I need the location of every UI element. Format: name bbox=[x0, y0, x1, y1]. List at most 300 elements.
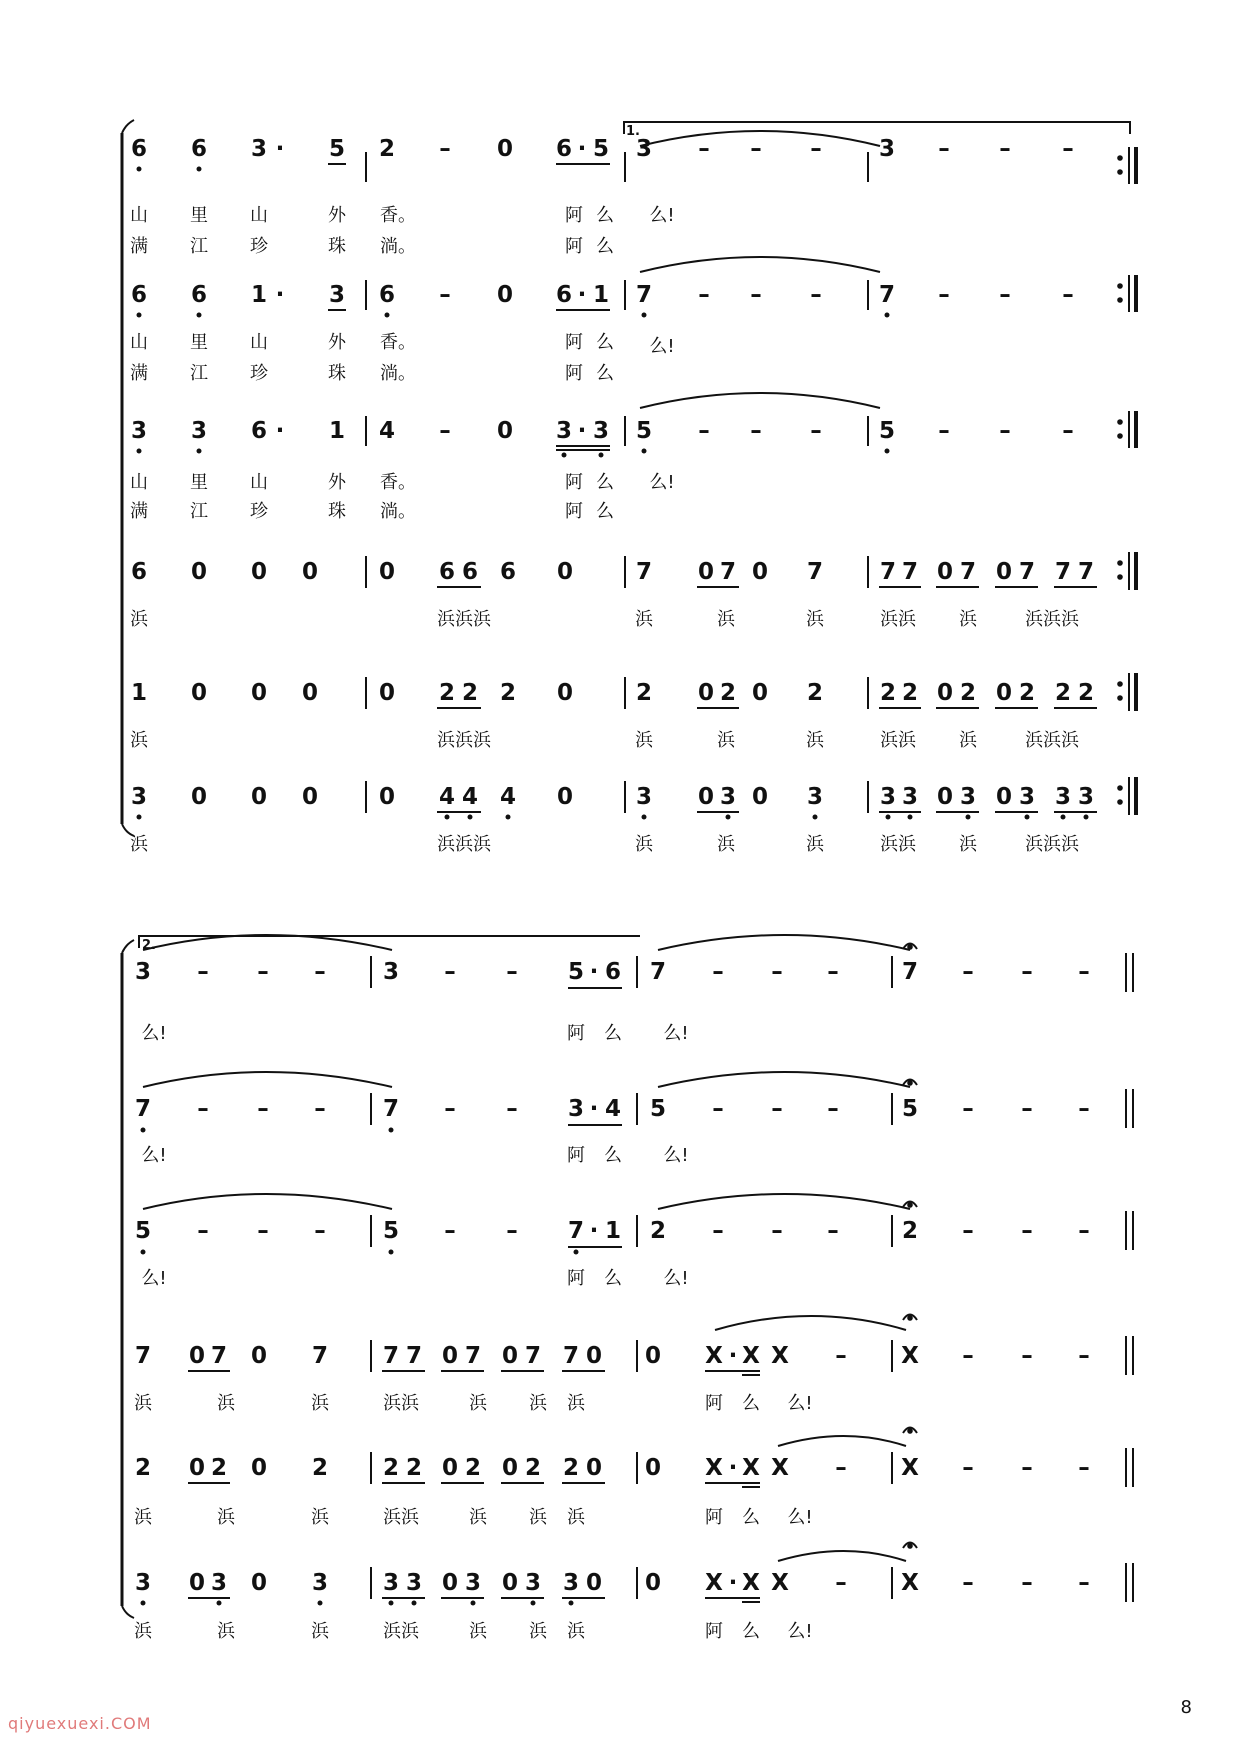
note: 7 bbox=[878, 282, 895, 308]
note: 6 bbox=[438, 559, 455, 585]
note: 0 bbox=[441, 1343, 458, 1369]
lyric: 浜 bbox=[635, 730, 653, 751]
note: 0 bbox=[190, 784, 207, 810]
note-dot: · bbox=[275, 418, 285, 444]
note: 5 bbox=[901, 1096, 918, 1122]
lyric: 浜 bbox=[134, 1507, 152, 1528]
dash: – bbox=[938, 136, 950, 162]
note: 7 bbox=[567, 1218, 584, 1244]
lyric: 山 bbox=[250, 332, 268, 353]
dash: – bbox=[962, 959, 974, 985]
note: 3 bbox=[328, 282, 345, 308]
lyric: 山 bbox=[130, 332, 148, 353]
lyric: 浜 bbox=[717, 609, 735, 630]
note: 3 bbox=[382, 959, 399, 985]
lyric: 浜 bbox=[311, 1393, 329, 1414]
lyric: 香。 bbox=[380, 332, 416, 353]
note: 3 bbox=[1018, 784, 1035, 810]
note: 0 bbox=[751, 680, 768, 706]
note: 7 bbox=[562, 1343, 579, 1369]
watermark: qiyuexuexi.COM bbox=[8, 1714, 152, 1733]
lyric: 么! bbox=[141, 1268, 167, 1289]
note: 2 bbox=[649, 1218, 666, 1244]
note: 0 bbox=[697, 680, 714, 706]
note: 0 bbox=[644, 1570, 661, 1596]
note: 0 bbox=[585, 1343, 602, 1369]
dash: – bbox=[962, 1455, 974, 1481]
note: 3 bbox=[190, 418, 207, 444]
note: 2 bbox=[438, 680, 455, 706]
note: 0 bbox=[250, 1343, 267, 1369]
note: 7 bbox=[464, 1343, 481, 1369]
note: 3 bbox=[210, 1570, 227, 1596]
lyric: 么 bbox=[596, 472, 614, 493]
lyric: 么! bbox=[787, 1393, 813, 1414]
note: 3 bbox=[806, 784, 823, 810]
note: 0 bbox=[301, 559, 318, 585]
note: 7 bbox=[649, 959, 666, 985]
lyric: 满 bbox=[130, 236, 148, 257]
note: 7 bbox=[134, 1096, 151, 1122]
note: X bbox=[901, 1343, 919, 1369]
dash: – bbox=[827, 959, 839, 985]
lyric: 里 bbox=[190, 332, 208, 353]
note: 3 bbox=[555, 418, 572, 444]
lyric: 珍 bbox=[250, 363, 268, 384]
dash: – bbox=[938, 282, 950, 308]
dash: – bbox=[444, 959, 456, 985]
note: 0 bbox=[501, 1455, 518, 1481]
dash: – bbox=[1021, 959, 1033, 985]
dash: – bbox=[750, 418, 762, 444]
note: 0 bbox=[190, 559, 207, 585]
note: 2 bbox=[499, 680, 516, 706]
note: 3 bbox=[134, 959, 151, 985]
note: 3 bbox=[879, 784, 896, 810]
lyric: 浜浜浜 bbox=[1025, 609, 1079, 630]
lyric: 浜 bbox=[717, 730, 735, 751]
lyric: 么 bbox=[596, 236, 614, 257]
lyric: 阿 bbox=[705, 1393, 723, 1414]
dash: – bbox=[827, 1096, 839, 1122]
dash: – bbox=[698, 282, 710, 308]
lyric: 阿 bbox=[565, 236, 583, 257]
note: 4 bbox=[461, 784, 478, 810]
lyric: 浜 bbox=[130, 834, 148, 855]
note: 7 bbox=[959, 559, 976, 585]
note: 4 bbox=[604, 1096, 621, 1122]
note: 0 bbox=[644, 1343, 661, 1369]
dash: – bbox=[1021, 1455, 1033, 1481]
note: 2 bbox=[635, 680, 652, 706]
lyric: 么 bbox=[742, 1507, 760, 1528]
lyric: 浜 bbox=[130, 730, 148, 751]
note: 7 bbox=[382, 1343, 399, 1369]
note: 3 bbox=[562, 1570, 579, 1596]
note: 7 bbox=[806, 559, 823, 585]
ending-label-2: 2. bbox=[142, 938, 156, 953]
note: 0 bbox=[585, 1455, 602, 1481]
note-dot: · bbox=[577, 418, 587, 444]
lyric: 么 bbox=[596, 501, 614, 522]
note: 2 bbox=[378, 136, 395, 162]
dash: – bbox=[771, 1218, 783, 1244]
ending-label-1: 1. bbox=[626, 124, 640, 139]
note: 5 bbox=[382, 1218, 399, 1244]
lyric: 淌。 bbox=[380, 501, 416, 522]
note: 5 bbox=[134, 1218, 151, 1244]
lyric: 阿 bbox=[565, 363, 583, 384]
dash: – bbox=[257, 1096, 269, 1122]
dash: – bbox=[1021, 1343, 1033, 1369]
lyric: 阿 bbox=[565, 205, 583, 226]
dash: – bbox=[750, 282, 762, 308]
lyric: 外 bbox=[328, 472, 346, 493]
lyric: 珠 bbox=[328, 363, 346, 384]
lyric: 山 bbox=[250, 472, 268, 493]
note: 2 bbox=[719, 680, 736, 706]
note: 7 bbox=[1077, 559, 1094, 585]
note-dot: · bbox=[728, 1455, 738, 1481]
lyric: 浜 bbox=[469, 1393, 487, 1414]
note: 5 bbox=[592, 136, 609, 162]
note: 7 bbox=[879, 559, 896, 585]
dash: – bbox=[999, 282, 1011, 308]
dash: – bbox=[810, 418, 822, 444]
lyric: 浜 bbox=[567, 1507, 585, 1528]
note-dot: · bbox=[577, 136, 587, 162]
note: 7 bbox=[719, 559, 736, 585]
note: 7 bbox=[210, 1343, 227, 1369]
note: 0 bbox=[995, 784, 1012, 810]
note: 1 bbox=[592, 282, 609, 308]
dash: – bbox=[439, 418, 451, 444]
dash: – bbox=[698, 418, 710, 444]
dash: – bbox=[1078, 1570, 1090, 1596]
note: 0 bbox=[188, 1455, 205, 1481]
lyric: 江 bbox=[190, 501, 208, 522]
lyric: 山 bbox=[130, 205, 148, 226]
lyric: 浜 bbox=[217, 1507, 235, 1528]
note: 2 bbox=[210, 1455, 227, 1481]
note: 0 bbox=[556, 784, 573, 810]
note: 3 bbox=[464, 1570, 481, 1596]
note: 0 bbox=[378, 680, 395, 706]
note: 6 bbox=[250, 418, 267, 444]
dash: – bbox=[810, 282, 822, 308]
dash: – bbox=[1021, 1218, 1033, 1244]
dash: – bbox=[257, 959, 269, 985]
lyric: 浜 bbox=[529, 1393, 547, 1414]
dash: – bbox=[962, 1096, 974, 1122]
lyric: 浜 bbox=[134, 1621, 152, 1642]
note: 5 bbox=[328, 136, 345, 162]
note: 2 bbox=[1018, 680, 1035, 706]
note: 5 bbox=[878, 418, 895, 444]
note: 3 bbox=[130, 784, 147, 810]
lyric: 外 bbox=[328, 205, 346, 226]
dash: – bbox=[827, 1218, 839, 1244]
note: 2 bbox=[405, 1455, 422, 1481]
dash: – bbox=[1078, 959, 1090, 985]
dash: – bbox=[314, 1218, 326, 1244]
note: 7 bbox=[524, 1343, 541, 1369]
lyric: 阿 bbox=[705, 1507, 723, 1528]
lyric: 浜 bbox=[806, 730, 824, 751]
note: 3 bbox=[635, 784, 652, 810]
lyric: 浜浜 bbox=[383, 1507, 419, 1528]
lyric: 么! bbox=[141, 1023, 167, 1044]
note: 0 bbox=[378, 784, 395, 810]
note: 2 bbox=[311, 1455, 328, 1481]
note: 3 bbox=[524, 1570, 541, 1596]
note: 3 bbox=[567, 1096, 584, 1122]
lyric: 阿 bbox=[565, 332, 583, 353]
lyric: 浜浜 bbox=[383, 1393, 419, 1414]
note: 7 bbox=[901, 959, 918, 985]
dash: – bbox=[1078, 1455, 1090, 1481]
lyric: 么! bbox=[141, 1145, 167, 1166]
note-dot: · bbox=[589, 1218, 599, 1244]
note: X bbox=[901, 1455, 919, 1481]
dash: – bbox=[835, 1343, 847, 1369]
dash: – bbox=[314, 959, 326, 985]
lyric: 浜浜浜 bbox=[1025, 730, 1079, 751]
lyric: 么! bbox=[663, 1023, 689, 1044]
note: 6 bbox=[461, 559, 478, 585]
note: X bbox=[705, 1343, 723, 1369]
note: 3 bbox=[405, 1570, 422, 1596]
note: 0 bbox=[496, 136, 513, 162]
note: 2 bbox=[524, 1455, 541, 1481]
note: 6 bbox=[190, 282, 207, 308]
lyric: 浜浜浜 bbox=[437, 730, 491, 751]
note: 2 bbox=[461, 680, 478, 706]
dash: – bbox=[1062, 136, 1074, 162]
note: X bbox=[901, 1570, 919, 1596]
note: 6 bbox=[555, 282, 572, 308]
lyric: 浜 bbox=[635, 834, 653, 855]
note: 6 bbox=[130, 559, 147, 585]
dash: – bbox=[506, 959, 518, 985]
note: 0 bbox=[250, 680, 267, 706]
lyric: 么 bbox=[742, 1393, 760, 1414]
dash: – bbox=[1078, 1218, 1090, 1244]
lyric: 浜 bbox=[529, 1621, 547, 1642]
note: X bbox=[742, 1455, 760, 1481]
lyric: 满 bbox=[130, 363, 148, 384]
note: 7 bbox=[901, 559, 918, 585]
lyric: 浜 bbox=[635, 609, 653, 630]
note: 0 bbox=[751, 559, 768, 585]
note: 3 bbox=[130, 418, 147, 444]
note: 0 bbox=[697, 784, 714, 810]
note: 7 bbox=[311, 1343, 328, 1369]
dash: – bbox=[197, 1218, 209, 1244]
lyric: 浜 bbox=[217, 1621, 235, 1642]
lyric: 么 bbox=[596, 205, 614, 226]
dash: – bbox=[506, 1218, 518, 1244]
note: 0 bbox=[378, 559, 395, 585]
lyric: 浜 bbox=[717, 834, 735, 855]
note: X bbox=[705, 1570, 723, 1596]
lyric: 么 bbox=[604, 1268, 622, 1289]
note: 6 bbox=[555, 136, 572, 162]
note: 0 bbox=[936, 559, 953, 585]
note: X bbox=[771, 1570, 789, 1596]
dash: – bbox=[938, 418, 950, 444]
note: 0 bbox=[585, 1570, 602, 1596]
lyric: 浜浜浜 bbox=[437, 834, 491, 855]
lyric: 么 bbox=[604, 1145, 622, 1166]
lyric: 江 bbox=[190, 363, 208, 384]
dash: – bbox=[444, 1218, 456, 1244]
dash: – bbox=[962, 1570, 974, 1596]
lyric: 江 bbox=[190, 236, 208, 257]
page-number: 8 bbox=[1180, 1697, 1192, 1718]
lyric: 么! bbox=[787, 1507, 813, 1528]
note: 7 bbox=[635, 559, 652, 585]
note: 0 bbox=[496, 418, 513, 444]
note: 6 bbox=[190, 136, 207, 162]
note: 0 bbox=[496, 282, 513, 308]
dash: – bbox=[197, 959, 209, 985]
lyric: 么! bbox=[663, 1268, 689, 1289]
note: 0 bbox=[995, 559, 1012, 585]
note: 0 bbox=[188, 1570, 205, 1596]
lyric: 浜 bbox=[311, 1507, 329, 1528]
lyric: 么! bbox=[787, 1621, 813, 1642]
note: 3 bbox=[719, 784, 736, 810]
lyric: 珠 bbox=[328, 236, 346, 257]
lyric: 山 bbox=[250, 205, 268, 226]
lyric: 浜浜 bbox=[880, 834, 916, 855]
dash: – bbox=[962, 1343, 974, 1369]
note: 3 bbox=[878, 136, 895, 162]
note: 3 bbox=[901, 784, 918, 810]
note: 0 bbox=[501, 1570, 518, 1596]
lyric: 阿 bbox=[567, 1145, 585, 1166]
lyric: 么 bbox=[604, 1023, 622, 1044]
note: 0 bbox=[250, 784, 267, 810]
lyric: 满 bbox=[130, 501, 148, 522]
dash: – bbox=[771, 1096, 783, 1122]
lyric: 浜 bbox=[130, 609, 148, 630]
note: 1 bbox=[328, 418, 345, 444]
note-dot: · bbox=[589, 959, 599, 985]
note: 3 bbox=[311, 1570, 328, 1596]
lyric: 里 bbox=[190, 205, 208, 226]
dash: – bbox=[835, 1455, 847, 1481]
note: 0 bbox=[441, 1570, 458, 1596]
lyric: 浜 bbox=[806, 834, 824, 855]
note: 0 bbox=[556, 559, 573, 585]
note: 2 bbox=[1054, 680, 1071, 706]
dash: – bbox=[314, 1096, 326, 1122]
note: 1 bbox=[130, 680, 147, 706]
lyric: 么 bbox=[742, 1621, 760, 1642]
lyric: 浜 bbox=[469, 1621, 487, 1642]
note: 5 bbox=[649, 1096, 666, 1122]
note: X bbox=[705, 1455, 723, 1481]
note: 5 bbox=[567, 959, 584, 985]
dash: – bbox=[835, 1570, 847, 1596]
lyric: 香。 bbox=[380, 205, 416, 226]
note: 0 bbox=[441, 1455, 458, 1481]
note: 0 bbox=[936, 784, 953, 810]
note: 7 bbox=[405, 1343, 422, 1369]
lyric: 浜浜浜 bbox=[1025, 834, 1079, 855]
note: 0 bbox=[250, 1570, 267, 1596]
note: 7 bbox=[635, 282, 652, 308]
dash: – bbox=[257, 1218, 269, 1244]
note: 4 bbox=[438, 784, 455, 810]
lyric: 么 bbox=[596, 332, 614, 353]
lyric: 珍 bbox=[250, 236, 268, 257]
lyric: 浜 bbox=[469, 1507, 487, 1528]
note: X bbox=[771, 1343, 789, 1369]
lyric: 淌。 bbox=[380, 363, 416, 384]
note: 7 bbox=[382, 1096, 399, 1122]
note: 0 bbox=[697, 559, 714, 585]
note: 7 bbox=[1054, 559, 1071, 585]
note: 6 bbox=[604, 959, 621, 985]
note: 4 bbox=[378, 418, 395, 444]
note: 3 bbox=[1054, 784, 1071, 810]
lyric: 外 bbox=[328, 332, 346, 353]
lyric: 么! bbox=[663, 1145, 689, 1166]
lyric: 浜浜 bbox=[383, 1621, 419, 1642]
note: 2 bbox=[1077, 680, 1094, 706]
dash: – bbox=[1021, 1570, 1033, 1596]
lyric: 珍 bbox=[250, 501, 268, 522]
lyric: 浜 bbox=[567, 1621, 585, 1642]
lyric: 浜浜 bbox=[880, 730, 916, 751]
note: X bbox=[771, 1455, 789, 1481]
lyric: 香。 bbox=[380, 472, 416, 493]
note: 0 bbox=[501, 1343, 518, 1369]
note: 0 bbox=[301, 784, 318, 810]
note: 0 bbox=[556, 680, 573, 706]
note: 3 bbox=[250, 136, 267, 162]
note: 1 bbox=[604, 1218, 621, 1244]
lyric: 阿 bbox=[565, 501, 583, 522]
lyric: 淌。 bbox=[380, 236, 416, 257]
dash: – bbox=[750, 136, 762, 162]
dash: – bbox=[712, 1096, 724, 1122]
lyric: 浜 bbox=[311, 1621, 329, 1642]
lyric: 浜 bbox=[806, 609, 824, 630]
note: 0 bbox=[751, 784, 768, 810]
note: 3 bbox=[959, 784, 976, 810]
dash: – bbox=[444, 1096, 456, 1122]
note: 2 bbox=[959, 680, 976, 706]
dash: – bbox=[506, 1096, 518, 1122]
note: 3 bbox=[1077, 784, 1094, 810]
note: 1 bbox=[250, 282, 267, 308]
lyric: 阿 bbox=[567, 1268, 585, 1289]
dash: – bbox=[1062, 418, 1074, 444]
lyric: 浜浜浜 bbox=[437, 609, 491, 630]
dash: – bbox=[962, 1218, 974, 1244]
note: 4 bbox=[499, 784, 516, 810]
note: 3 bbox=[635, 136, 652, 162]
dash: – bbox=[712, 1218, 724, 1244]
note: 3 bbox=[592, 418, 609, 444]
note: 0 bbox=[188, 1343, 205, 1369]
note: 0 bbox=[936, 680, 953, 706]
lyric: 山 bbox=[130, 472, 148, 493]
